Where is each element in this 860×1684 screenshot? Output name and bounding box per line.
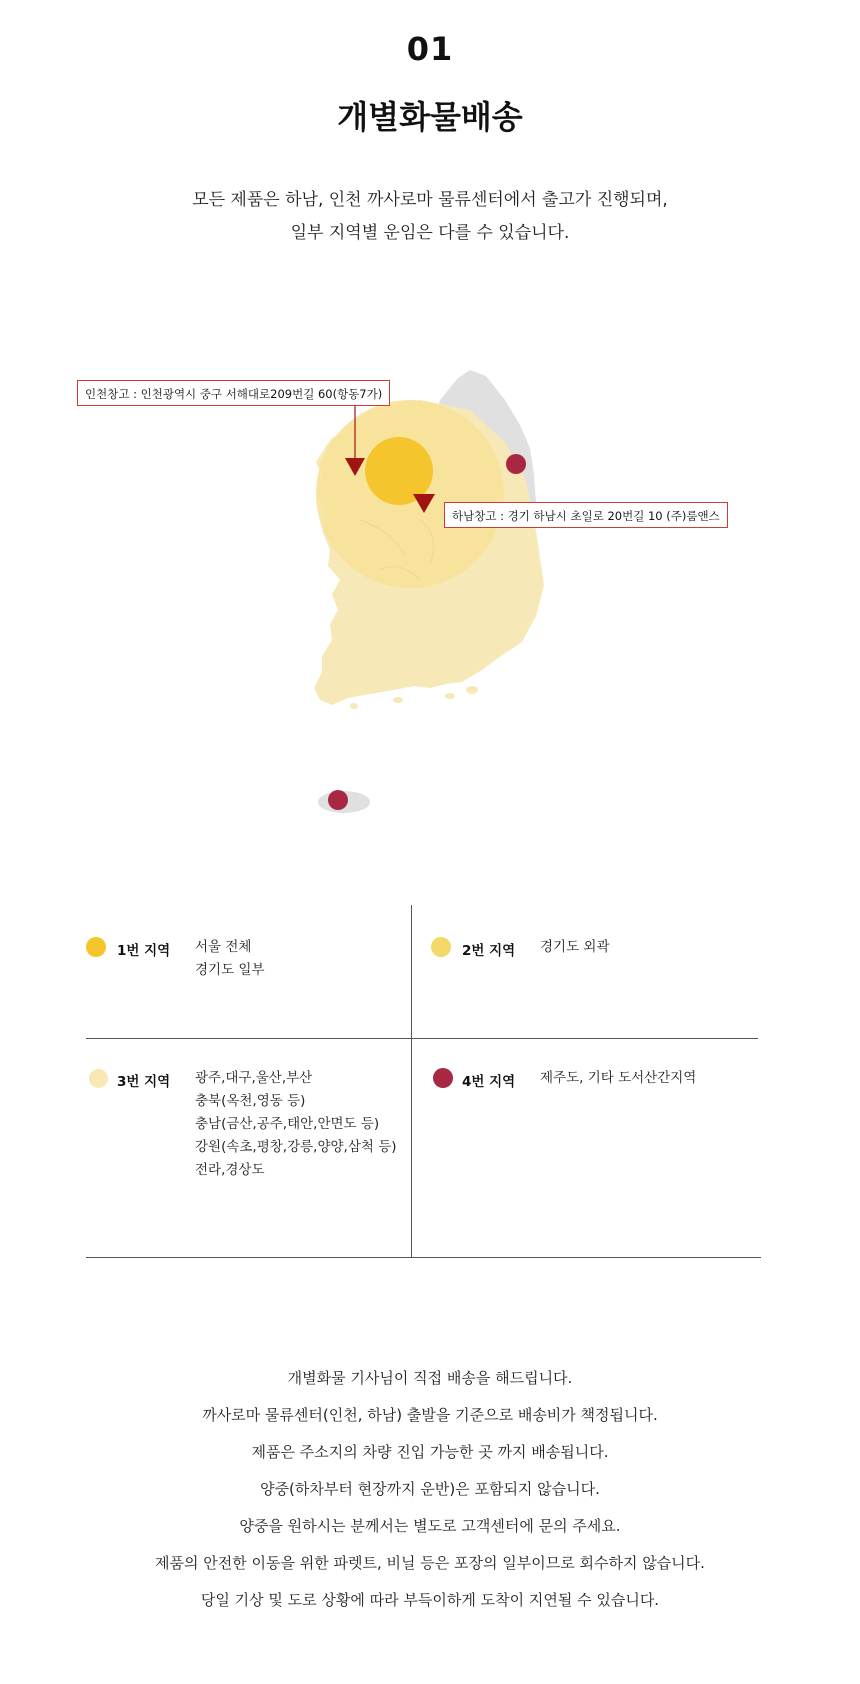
- zone3-desc-line: 광주,대구,울산,부산: [195, 1070, 313, 1086]
- zone2-name: 2번 지역: [462, 943, 516, 959]
- legend-divider-horizontal: [86, 1038, 758, 1039]
- legend-divider-vertical: [411, 905, 412, 1258]
- zone3-desc-line: 충북(옥천,영동 등): [195, 1093, 306, 1109]
- intro-line-1: 모든 제품은 하남, 인천 까사로마 물류센터에서 출고가 진행되며,: [192, 190, 668, 210]
- note-line: 양중을 원하시는 분께서는 별도로 고객센터에 문의 주세요.: [239, 1517, 621, 1535]
- note-line: 양중(하차부터 현장까지 운반)은 포함되지 않습니다.: [260, 1480, 600, 1498]
- zone2-desc: [540, 936, 610, 959]
- intro-line-2: 일부 지역별 운임은 다를 수 있습니다.: [290, 223, 570, 243]
- section-title: 개별화물배송: [337, 98, 523, 136]
- note-line: 제품은 주소지의 차량 진입 가능한 곳 까지 배송됩니다.: [251, 1443, 609, 1461]
- zone4-dot: [433, 1068, 453, 1088]
- zone2-desc-line: 경기도 외곽: [540, 939, 610, 955]
- note-line: 제품의 안전한 이동을 위한 파렛트, 비닐 등은 포장의 일부이므로 회수하지 않습니다.: [155, 1554, 705, 1572]
- zone4-name: 4번 지역: [462, 1074, 516, 1090]
- incheon-warehouse-label: 인천창고 : 인천광역시 중구 서해대로209번길 60(항동7가): [77, 380, 390, 406]
- zone-legend: [86, 905, 761, 1255]
- zone3-desc-line: 충남(금산,공주,태안,안면도 등): [195, 1116, 380, 1132]
- zone1-desc-line: 서울 전체: [195, 939, 252, 955]
- zone1-dot: [86, 937, 106, 957]
- zone3-desc-line: 강원(속초,평창,강릉,양양,삼척 등): [195, 1139, 397, 1155]
- map-island: [393, 697, 403, 703]
- delivery-zone-map: [0, 370, 860, 850]
- zone4-marker-jeju: [328, 790, 348, 810]
- zone3-name: 3번 지역: [117, 1074, 171, 1090]
- map-island: [350, 703, 358, 709]
- korea-map-svg: [0, 370, 860, 850]
- legend-divider-bottom: [86, 1257, 761, 1258]
- map-island: [466, 686, 478, 694]
- zone1-desc: [195, 936, 265, 982]
- zone1-desc-line: 경기도 일부: [195, 962, 265, 978]
- map-island: [445, 693, 455, 699]
- zone4-desc: [540, 1067, 696, 1090]
- zone4-desc-line: 제주도, 기타 도서산간지역: [540, 1070, 697, 1086]
- zone1-name: 1번 지역: [117, 943, 171, 959]
- intro-text: [0, 184, 860, 250]
- zone3-desc: [195, 1067, 397, 1182]
- zone3-desc-line: 전라,경상도: [195, 1162, 265, 1178]
- zone4-marker-east: [506, 454, 526, 474]
- note-line: 당일 기상 및 도로 상황에 따라 부득이하게 도착이 지연될 수 있습니다.: [200, 1591, 660, 1609]
- zone3-dot: [89, 1069, 108, 1088]
- note-line: 까사로마 물류센터(인천, 하남) 출발을 기준으로 배송비가 책정됩니다.: [202, 1406, 658, 1424]
- section-number: 01: [406, 30, 454, 68]
- note-line: 개별화물 기사님이 직접 배송을 해드립니다.: [287, 1369, 573, 1387]
- zone2-dot: [431, 937, 451, 957]
- hanam-warehouse-label: 하남창고 : 경기 하남시 초일로 20번길 10 (주)룸앤스: [444, 502, 728, 528]
- delivery-notes: [0, 1360, 860, 1619]
